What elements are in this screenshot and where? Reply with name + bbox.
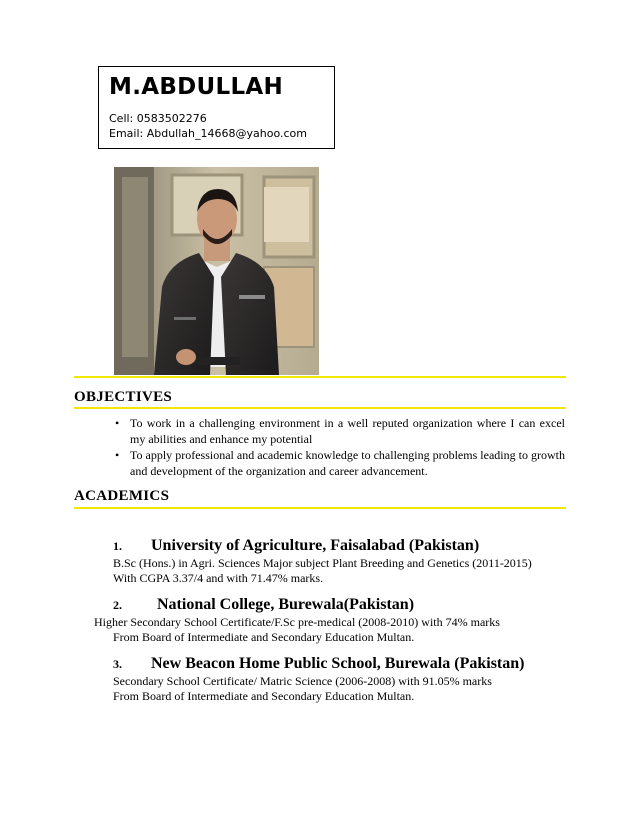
academic-entry-detail: Secondary School Certificate/ Matric Science (2006-2008) with 91.05% marks	[113, 674, 492, 688]
academic-entry-detail: Higher Secondary School Certificate/F.Sc pre-medical (2008-2010) with 74% marks	[94, 615, 500, 629]
academic-entry-detail: From Board of Intermediate and Secondary Education Multan.	[113, 689, 415, 703]
cell-number: Cell: 0583502276	[109, 112, 207, 125]
academics-heading: ACADEMICS	[74, 488, 170, 504]
institution-name: University of Agriculture, Faisalabad (Pakistan)	[151, 537, 480, 554]
objective-text: To apply professional and academic knowledge to challenging problems leading to growth and development of the organization and career advancement.	[130, 448, 565, 478]
profile-photo	[114, 167, 319, 375]
institution-name: New Beacon Home Public School, Burewala (Pakistan)	[151, 655, 525, 672]
objectives-list	[115, 415, 565, 479]
entry-number: 3.	[113, 657, 122, 671]
candidate-name: M.ABDULLAH	[109, 74, 284, 100]
academic-entry-detail: With CGPA 3.37/4 and with 71.47% marks.	[113, 571, 324, 585]
academic-entry-title	[113, 537, 479, 555]
list-item	[115, 447, 565, 479]
entry-number: 2.	[113, 598, 122, 612]
bullet-icon: •	[115, 448, 120, 462]
objectives-bottom-rule	[74, 407, 566, 409]
objective-text: To work in a challenging environment in a well reputed organization where I can excel my abilities and enhance my potential	[130, 416, 565, 446]
entry-number: 1.	[113, 539, 122, 553]
objectives-heading: OBJECTIVES	[74, 389, 173, 405]
academics-rule	[74, 507, 566, 509]
academic-entry-title	[113, 596, 414, 614]
objectives-top-rule	[74, 376, 566, 378]
academic-entry-title	[113, 655, 524, 673]
name-contact-box	[98, 66, 335, 149]
list-item	[115, 415, 565, 447]
academic-entry-detail: B.Sc (Hons.) in Agri. Sciences Major subject Plant Breeding and Genetics (2011-2015)	[113, 556, 532, 570]
profile-photo-image	[114, 167, 319, 375]
institution-name: National College, Burewala(Pakistan)	[157, 596, 415, 613]
bullet-icon: •	[115, 416, 120, 430]
academic-entry-detail: From Board of Intermediate and Secondary Education Multan.	[113, 630, 415, 644]
email-address: Email: Abdullah_14668@yahoo.com	[109, 127, 307, 140]
